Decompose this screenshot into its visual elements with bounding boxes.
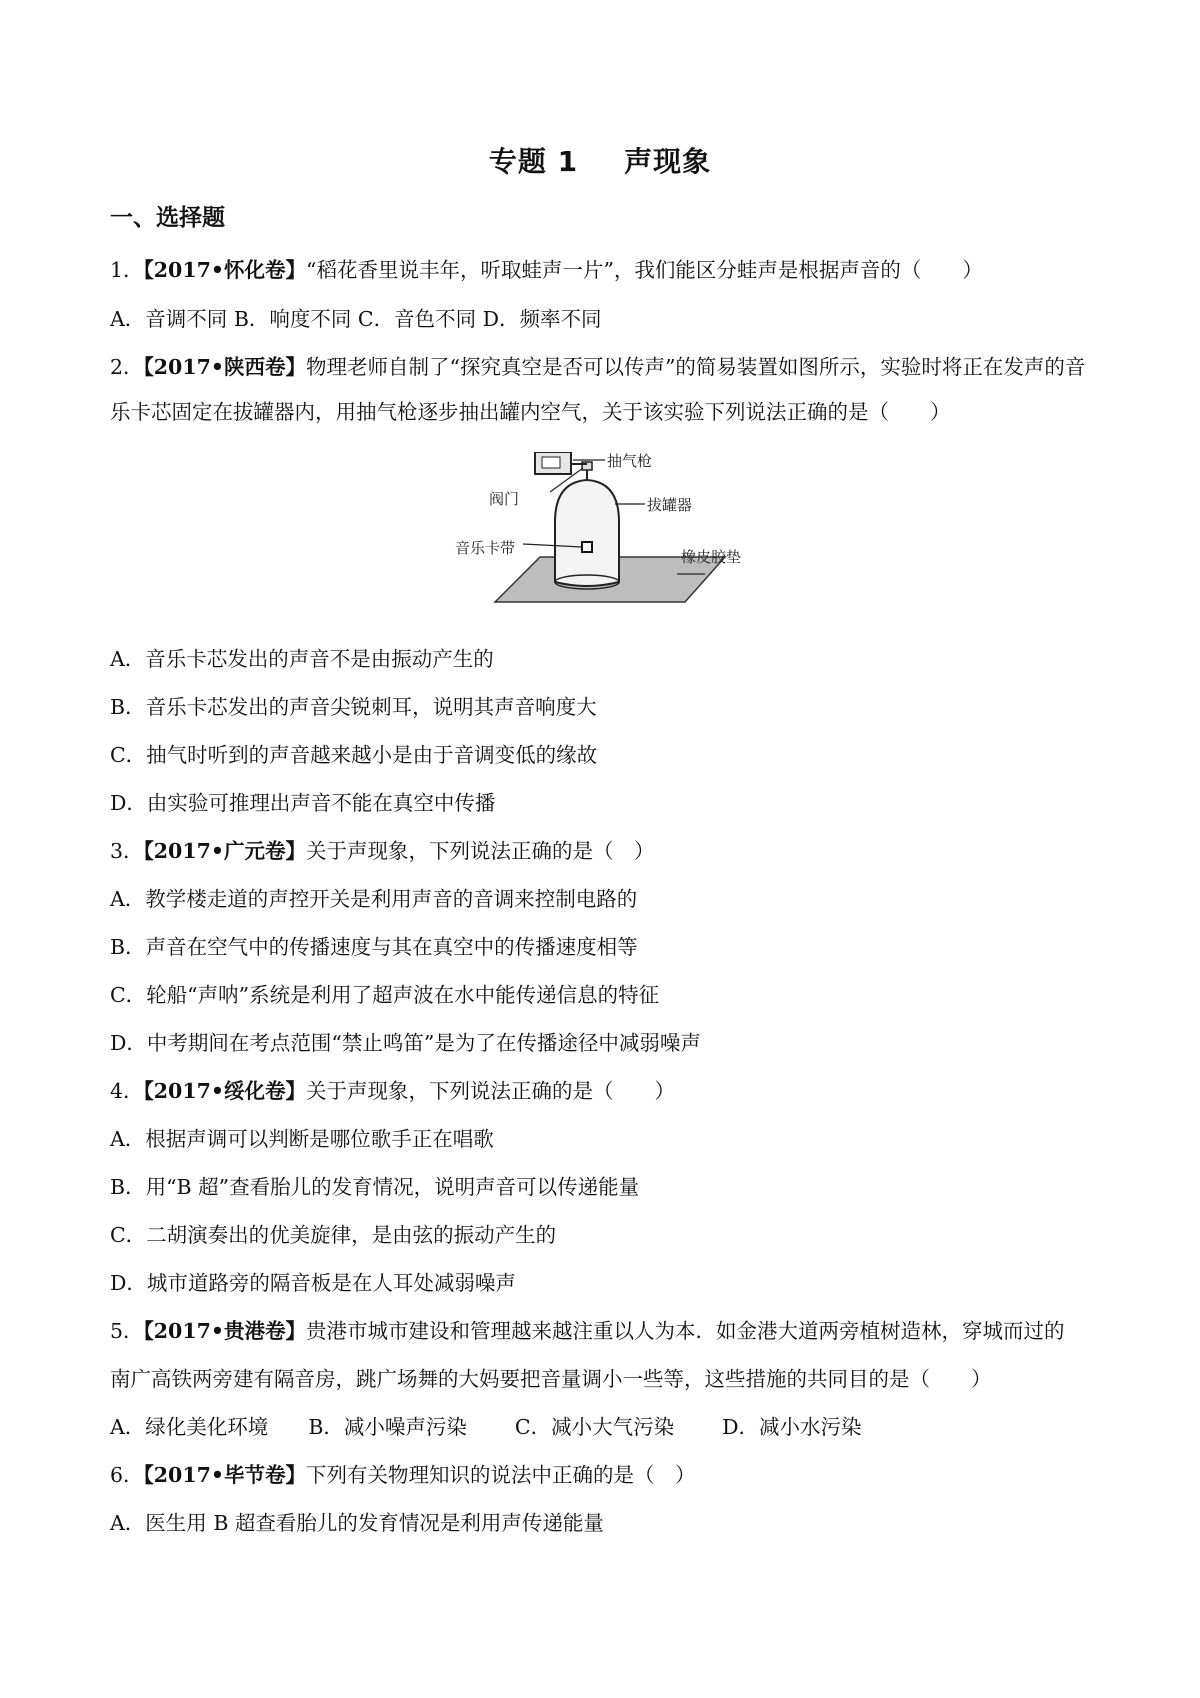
question-5-option-d: D．减小水污染: [722, 1415, 862, 1439]
question-1-stem: [110, 256, 983, 284]
cupping-jar-shape: [555, 480, 619, 586]
question-4-option-a: A．根据声调可以判断是哪位歌手正在唱歌: [110, 1127, 494, 1151]
label-pump: 抽气枪: [607, 452, 653, 470]
question-2-option-b: B．音乐卡芯发出的声音尖锐刺耳，说明其声音响度大: [110, 695, 597, 719]
section-heading: 一、选择题: [110, 205, 225, 231]
question-2-stem: [110, 353, 1085, 381]
question-3-option-d: D．中考期间在考点范围“禁止鸣笛”是为了在传播途径中减弱噪声: [110, 1031, 701, 1055]
question-6-stem: [110, 1461, 695, 1489]
question-source: 【2017•贵港卷】: [143, 1319, 306, 1343]
vacuum-experiment-figure: [455, 452, 755, 612]
question-source: 【2017•陕西卷】: [143, 355, 306, 379]
apparatus-diagram: [455, 452, 755, 612]
question-5-stem-cont: 南广高铁两旁建有隔音房，跳广场舞的大妈要把音量调小一些等，这些措施的共同目的是（ ）: [110, 1367, 992, 1391]
music-card-shape: [582, 542, 592, 552]
question-number: 1．: [110, 258, 144, 282]
question-6-option-a: A．医生用 B 超查看胎儿的发育情况是利用声传递能量: [110, 1511, 604, 1535]
question-number: 2．: [110, 355, 144, 379]
question-text: 物理老师自制了“探究真空是否可以传声”的简易装置如图所示，实验时将正在发声的音: [305, 355, 1086, 379]
question-number: 4．: [110, 1079, 144, 1103]
question-2-option-a: A．音乐卡芯发出的声音不是由振动产生的: [110, 647, 494, 671]
question-3-option-c: C．轮船“声呐”系统是利用了超声波在水中能传递信息的特征: [110, 983, 660, 1007]
question-1-options: A．音调不同 B．响度不同 C．音色不同 D．频率不同: [110, 307, 602, 331]
question-5-option-b: B．减小噪声污染: [308, 1415, 467, 1439]
question-source: 【2017•怀化卷】: [143, 258, 306, 282]
question-3-option-b: B．声音在空气中的传播速度与其在真空中的传播速度相等: [110, 935, 638, 959]
question-5-options: [110, 1413, 862, 1441]
question-4-option-d: D．城市道路旁的隔音板是在人耳处减弱噪声: [110, 1271, 516, 1295]
question-number: 6．: [110, 1463, 144, 1487]
title-topic: 专题 1: [488, 145, 579, 178]
question-4-option-c: C．二胡演奏出的优美旋律，是由弦的振动产生的: [110, 1223, 557, 1247]
question-source: 【2017•广元卷】: [143, 839, 306, 863]
question-number: 5．: [110, 1319, 144, 1343]
question-source: 【2017•毕节卷】: [143, 1463, 306, 1487]
question-text: 关于声现象，下列说法正确的是（ ）: [305, 839, 655, 863]
title-name: 声现象: [624, 145, 712, 178]
label-card: 音乐卡带: [455, 539, 516, 557]
question-number: 3．: [110, 839, 144, 863]
label-cup: 拔罐器: [647, 496, 693, 514]
question-text: 贵港市城市建设和管理越来越注重以人为本．如金港大道两旁植树造林，穿城而过的: [305, 1319, 1065, 1343]
question-4-stem: [110, 1077, 675, 1105]
label-pad: 橡皮胶垫: [681, 548, 742, 566]
label-valve: 阀门: [489, 490, 520, 508]
question-text: 关于声现象，下列说法正确的是（ ）: [305, 1079, 675, 1103]
question-source: 【2017•绥化卷】: [143, 1079, 306, 1103]
question-3-option-a: A．教学楼走道的声控开关是利用声音的音调来控制电路的: [110, 887, 638, 911]
page-title: [0, 140, 1200, 180]
question-2-stem-cont: 乐卡芯固定在拔罐器内，用抽气枪逐步抽出罐内空气，关于该实验下列说法正确的是（ ）: [110, 400, 951, 424]
question-2-option-c: C．抽气时听到的声音越来越小是由于音调变低的缘故: [110, 743, 598, 767]
question-5-option-c: C．减小大气污染: [514, 1415, 675, 1439]
question-5-option-a: A．绿化美化环境: [110, 1415, 269, 1439]
question-4-option-b: B．用“B 超”查看胎儿的发育情况，说明声音可以传递能量: [110, 1175, 640, 1199]
question-5-stem: [110, 1317, 1064, 1345]
question-text: 下列有关物理知识的说法中正确的是（ ）: [305, 1463, 696, 1487]
question-3-stem: [110, 837, 654, 865]
question-text: “稻花香里说丰年，听取蛙声一片”，我们能区分蛙声是根据声音的（ ）: [305, 258, 983, 282]
question-2-option-d: D．由实验可推理出声音不能在真空中传播: [110, 791, 496, 815]
